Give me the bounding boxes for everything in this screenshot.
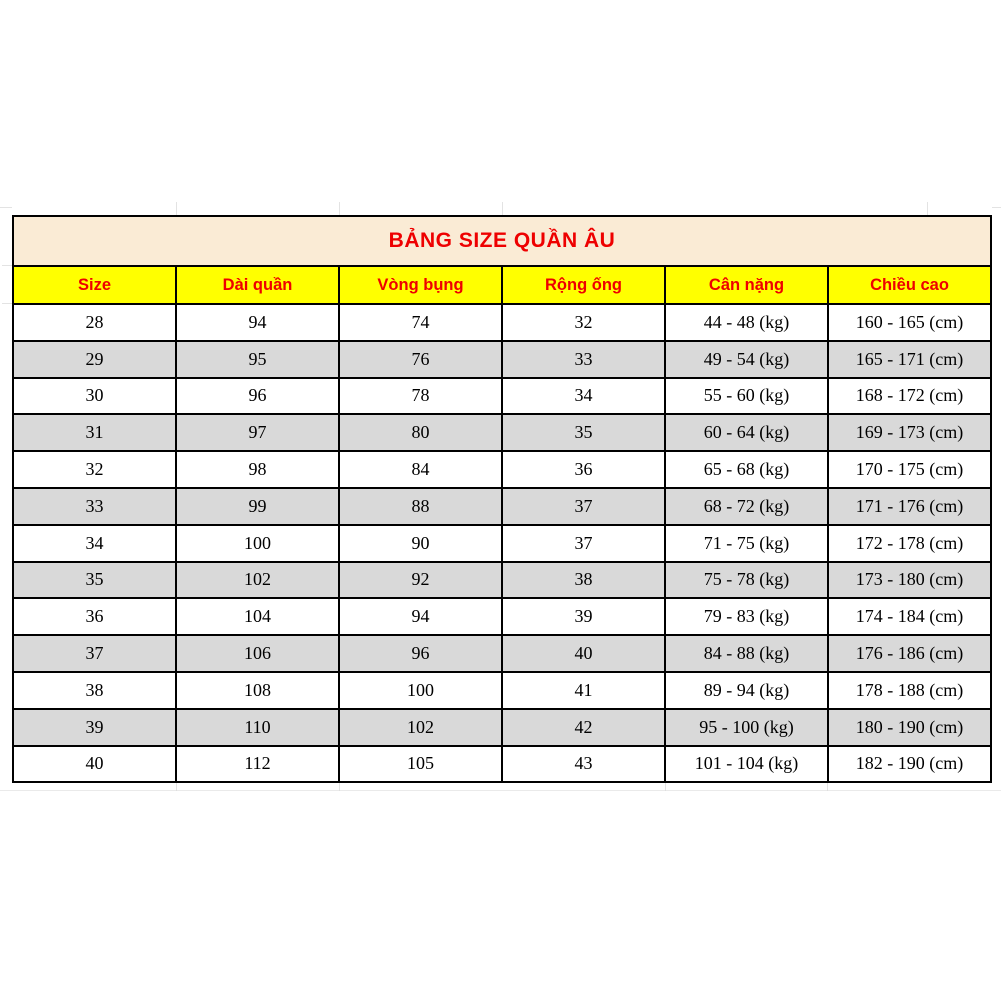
cell-can-nang: 60 - 64 (kg) xyxy=(665,414,828,451)
cell-can-nang: 65 - 68 (kg) xyxy=(665,451,828,488)
cell-dai-quan: 110 xyxy=(176,709,339,746)
cell-dai-quan: 94 xyxy=(176,304,339,341)
gridline-fragment xyxy=(0,207,12,208)
gridline-fragment xyxy=(992,207,1001,208)
cell-rong-ong: 34 xyxy=(502,378,665,415)
cell-rong-ong: 43 xyxy=(502,746,665,783)
cell-rong-ong: 35 xyxy=(502,414,665,451)
column-header-chieu-cao: Chiều cao xyxy=(828,266,991,304)
cell-dai-quan: 95 xyxy=(176,341,339,378)
gridline-fragment xyxy=(0,790,1001,791)
cell-can-nang: 71 - 75 (kg) xyxy=(665,525,828,562)
cell-size: 35 xyxy=(13,562,176,599)
gridline-fragment xyxy=(176,202,177,215)
table-row xyxy=(13,378,991,415)
size-table-body xyxy=(13,304,991,782)
cell-rong-ong: 40 xyxy=(502,635,665,672)
cell-can-nang: 49 - 54 (kg) xyxy=(665,341,828,378)
cell-can-nang: 68 - 72 (kg) xyxy=(665,488,828,525)
gridline-fragment xyxy=(502,202,503,215)
column-header-dai-quan: Dài quần xyxy=(176,266,339,304)
cell-vong-bung: 92 xyxy=(339,562,502,599)
cell-rong-ong: 37 xyxy=(502,525,665,562)
table-row xyxy=(13,635,991,672)
cell-rong-ong: 33 xyxy=(502,341,665,378)
gridline-fragment xyxy=(827,783,828,791)
cell-can-nang: 89 - 94 (kg) xyxy=(665,672,828,709)
table-row xyxy=(13,672,991,709)
cell-chieu-cao: 176 - 186 (cm) xyxy=(828,635,991,672)
cell-dai-quan: 99 xyxy=(176,488,339,525)
table-row xyxy=(13,304,991,341)
cell-chieu-cao: 171 - 176 (cm) xyxy=(828,488,991,525)
cell-dai-quan: 112 xyxy=(176,746,339,783)
cell-chieu-cao: 169 - 173 (cm) xyxy=(828,414,991,451)
cell-chieu-cao: 160 - 165 (cm) xyxy=(828,304,991,341)
cell-size: 36 xyxy=(13,598,176,635)
gridline-fragment xyxy=(339,202,340,215)
cell-chieu-cao: 173 - 180 (cm) xyxy=(828,562,991,599)
cell-chieu-cao: 174 - 184 (cm) xyxy=(828,598,991,635)
cell-size: 32 xyxy=(13,451,176,488)
size-chart-table xyxy=(12,215,992,783)
cell-dai-quan: 104 xyxy=(176,598,339,635)
cell-chieu-cao: 172 - 178 (cm) xyxy=(828,525,991,562)
cell-rong-ong: 36 xyxy=(502,451,665,488)
column-header-size: Size xyxy=(13,266,176,304)
cell-dai-quan: 106 xyxy=(176,635,339,672)
cell-vong-bung: 84 xyxy=(339,451,502,488)
cell-can-nang: 101 - 104 (kg) xyxy=(665,746,828,783)
cell-size: 29 xyxy=(13,341,176,378)
table-row xyxy=(13,341,991,378)
cell-chieu-cao: 182 - 190 (cm) xyxy=(828,746,991,783)
table-title-row xyxy=(13,216,991,266)
cell-can-nang: 55 - 60 (kg) xyxy=(665,378,828,415)
cell-can-nang: 95 - 100 (kg) xyxy=(665,709,828,746)
cell-vong-bung: 102 xyxy=(339,709,502,746)
table-row xyxy=(13,451,991,488)
column-header-can-nang: Cân nặng xyxy=(665,266,828,304)
cell-chieu-cao: 180 - 190 (cm) xyxy=(828,709,991,746)
cell-can-nang: 75 - 78 (kg) xyxy=(665,562,828,599)
gridline-fragment xyxy=(176,783,177,791)
table-row xyxy=(13,746,991,783)
table-header-row xyxy=(13,266,991,304)
cell-can-nang: 44 - 48 (kg) xyxy=(665,304,828,341)
cell-size: 33 xyxy=(13,488,176,525)
cell-vong-bung: 96 xyxy=(339,635,502,672)
cell-chieu-cao: 178 - 188 (cm) xyxy=(828,672,991,709)
gridline-fragment xyxy=(2,265,12,266)
cell-size: 37 xyxy=(13,635,176,672)
table-row xyxy=(13,598,991,635)
cell-vong-bung: 100 xyxy=(339,672,502,709)
cell-rong-ong: 32 xyxy=(502,304,665,341)
cell-chieu-cao: 168 - 172 (cm) xyxy=(828,378,991,415)
cell-vong-bung: 90 xyxy=(339,525,502,562)
cell-vong-bung: 74 xyxy=(339,304,502,341)
cell-vong-bung: 80 xyxy=(339,414,502,451)
cell-dai-quan: 100 xyxy=(176,525,339,562)
cell-rong-ong: 38 xyxy=(502,562,665,599)
table-row xyxy=(13,525,991,562)
gridline-fragment xyxy=(927,202,928,215)
cell-rong-ong: 39 xyxy=(502,598,665,635)
cell-dai-quan: 98 xyxy=(176,451,339,488)
cell-chieu-cao: 165 - 171 (cm) xyxy=(828,341,991,378)
gridline-fragment xyxy=(665,783,666,791)
cell-size: 28 xyxy=(13,304,176,341)
cell-can-nang: 84 - 88 (kg) xyxy=(665,635,828,672)
cell-vong-bung: 88 xyxy=(339,488,502,525)
cell-rong-ong: 37 xyxy=(502,488,665,525)
cell-size: 31 xyxy=(13,414,176,451)
cell-vong-bung: 94 xyxy=(339,598,502,635)
cell-size: 34 xyxy=(13,525,176,562)
gridline-fragment xyxy=(2,303,12,304)
cell-vong-bung: 78 xyxy=(339,378,502,415)
cell-can-nang: 79 - 83 (kg) xyxy=(665,598,828,635)
cell-rong-ong: 42 xyxy=(502,709,665,746)
cell-rong-ong: 41 xyxy=(502,672,665,709)
column-header-vong-bung: Vòng bụng xyxy=(339,266,502,304)
cell-chieu-cao: 170 - 175 (cm) xyxy=(828,451,991,488)
table-row xyxy=(13,488,991,525)
column-header-rong-ong: Rộng ống xyxy=(502,266,665,304)
cell-size: 40 xyxy=(13,746,176,783)
gridline-fragment xyxy=(339,783,340,791)
table-row xyxy=(13,414,991,451)
cell-size: 39 xyxy=(13,709,176,746)
cell-dai-quan: 97 xyxy=(176,414,339,451)
table-row xyxy=(13,709,991,746)
cell-size: 38 xyxy=(13,672,176,709)
cell-dai-quan: 96 xyxy=(176,378,339,415)
cell-dai-quan: 102 xyxy=(176,562,339,599)
table-row xyxy=(13,562,991,599)
cell-vong-bung: 105 xyxy=(339,746,502,783)
cell-dai-quan: 108 xyxy=(176,672,339,709)
cell-size: 30 xyxy=(13,378,176,415)
cell-vong-bung: 76 xyxy=(339,341,502,378)
page-title: BẢNG SIZE QUẦN ÂU xyxy=(13,216,991,266)
